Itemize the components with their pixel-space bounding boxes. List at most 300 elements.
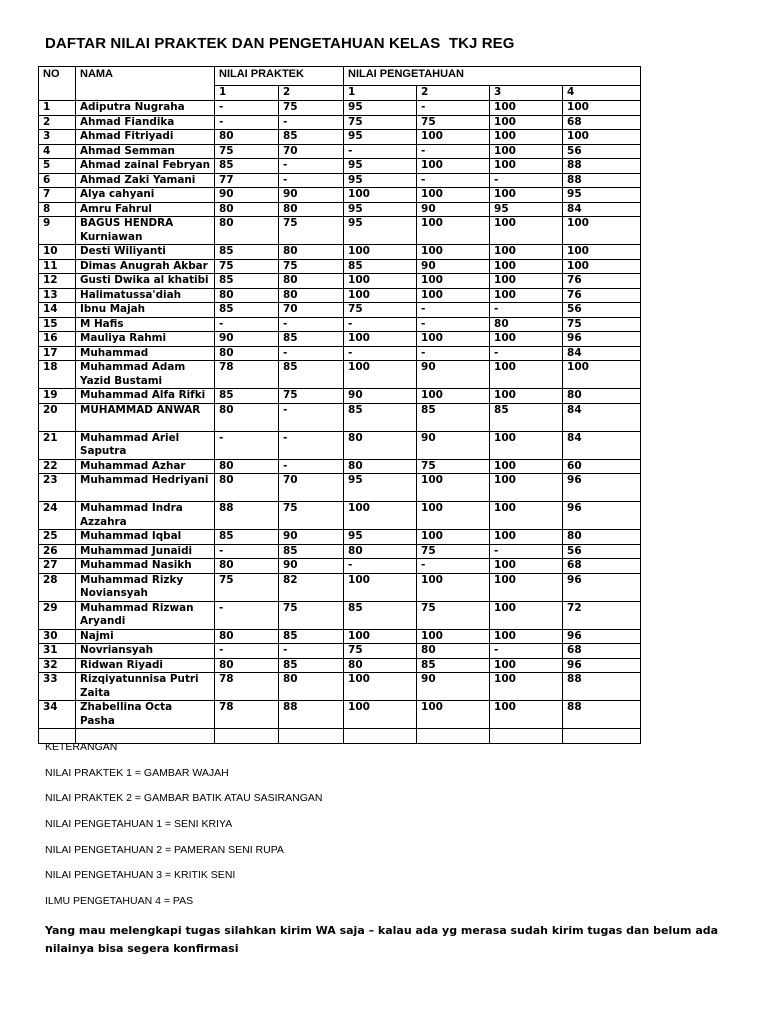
cell-no: 24 (39, 502, 76, 530)
header-nilai-pengetahuan: NILAI PENGETAHUAN (344, 67, 641, 86)
table-row (39, 259, 641, 274)
cell-pengetahuan-4: 84 (563, 202, 641, 217)
cell-pengetahuan-4: 72 (563, 601, 641, 629)
cell-nama: Dimas Anugrah Akbar (76, 259, 215, 274)
notes-heading: KETERANGAN (45, 741, 118, 753)
cell-praktek-2: 85 (279, 130, 344, 145)
cell-nama: Ahmad zainal Febryan (76, 159, 215, 174)
cell-praktek-1: 80 (215, 130, 279, 145)
cell-praktek-1: 78 (215, 673, 279, 701)
cell-pengetahuan-3: 100 (490, 389, 563, 404)
cell-no: 22 (39, 459, 76, 474)
cell-pengetahuan-3: 100 (490, 530, 563, 545)
cell-pengetahuan-1: 95 (344, 202, 417, 217)
cell-pengetahuan-2: 100 (417, 474, 490, 502)
cell-pengetahuan-3: 100 (490, 101, 563, 116)
cell-nama: Adiputra Nugraha (76, 101, 215, 116)
cell-pengetahuan-2: 75 (417, 115, 490, 130)
cell-no: 32 (39, 658, 76, 673)
cell-nama: Muhammad Alfa Rifki (76, 389, 215, 404)
header-no-cont (39, 86, 76, 101)
cell-praktek-1: 80 (215, 474, 279, 502)
cell-no: 17 (39, 346, 76, 361)
cell-pengetahuan-4: 88 (563, 673, 641, 701)
cell-pengetahuan-3: 100 (490, 431, 563, 459)
cell-praktek-2: 70 (279, 303, 344, 318)
cell-no: 7 (39, 188, 76, 203)
cell-pengetahuan-2: 90 (417, 673, 490, 701)
cell-praktek-1: - (215, 317, 279, 332)
cell-pengetahuan-1: 75 (344, 303, 417, 318)
empty-cell (563, 729, 641, 744)
cell-pengetahuan-2: 100 (417, 530, 490, 545)
cell-pengetahuan-3: 100 (490, 130, 563, 145)
table-row (39, 361, 641, 389)
table-row (39, 159, 641, 174)
cell-nama: BAGUS HENDRA Kurniawan (76, 217, 215, 245)
cell-pengetahuan-2: 90 (417, 259, 490, 274)
cell-pengetahuan-1: 95 (344, 130, 417, 145)
cell-pengetahuan-3: - (490, 544, 563, 559)
header-no: NO (39, 67, 76, 86)
cell-pengetahuan-2: 100 (417, 573, 490, 601)
cell-praktek-1: 77 (215, 173, 279, 188)
cell-pengetahuan-4: 88 (563, 159, 641, 174)
cell-pengetahuan-3: 100 (490, 673, 563, 701)
table-row (39, 346, 641, 361)
cell-pengetahuan-4: 56 (563, 144, 641, 159)
cell-praktek-2: 80 (279, 274, 344, 289)
cell-nama: Desti Wiliyanti (76, 245, 215, 260)
table-row (39, 559, 641, 574)
cell-pengetahuan-1: 95 (344, 474, 417, 502)
table-row (39, 217, 641, 245)
cell-pengetahuan-2: 75 (417, 544, 490, 559)
cell-nama: Gusti Dwika al khatibi (76, 274, 215, 289)
cell-nama: Ridwan Riyadi (76, 658, 215, 673)
cell-nama: Muhammad Hedriyani (76, 474, 215, 502)
cell-pengetahuan-2: 100 (417, 159, 490, 174)
cell-pengetahuan-3: 100 (490, 159, 563, 174)
cell-nama: Novriansyah (76, 644, 215, 659)
cell-no: 10 (39, 245, 76, 260)
cell-no: 31 (39, 644, 76, 659)
cell-praktek-2: 75 (279, 217, 344, 245)
cell-no: 1 (39, 101, 76, 116)
cell-pengetahuan-3: 100 (490, 217, 563, 245)
table-row (39, 474, 641, 502)
cell-pengetahuan-4: 68 (563, 559, 641, 574)
cell-pengetahuan-4: 95 (563, 188, 641, 203)
cell-pengetahuan-4: 88 (563, 701, 641, 729)
cell-pengetahuan-1: 95 (344, 159, 417, 174)
cell-praktek-2: 85 (279, 658, 344, 673)
cell-pengetahuan-3: 100 (490, 332, 563, 347)
cell-praktek-1: 78 (215, 361, 279, 389)
cell-praktek-2: 90 (279, 188, 344, 203)
cell-pengetahuan-4: 84 (563, 431, 641, 459)
cell-pengetahuan-1: 100 (344, 361, 417, 389)
cell-pengetahuan-4: 96 (563, 332, 641, 347)
cell-pengetahuan-2: 85 (417, 658, 490, 673)
table-row (39, 701, 641, 729)
table-row (39, 601, 641, 629)
cell-praktek-2: 70 (279, 474, 344, 502)
cell-pengetahuan-2: - (417, 144, 490, 159)
cell-praktek-1: - (215, 101, 279, 116)
cell-praktek-1: 75 (215, 144, 279, 159)
cell-pengetahuan-4: 100 (563, 245, 641, 260)
footer-message: Yang mau melengkapi tugas silahkan kirim WA saja – kalau ada yg merasa sudah kirim tugas dan belum ada nilainya bisa segera konfirmasi (45, 924, 719, 955)
cell-praktek-1: 90 (215, 188, 279, 203)
cell-pengetahuan-4: 96 (563, 474, 641, 502)
cell-pengetahuan-2: 100 (417, 701, 490, 729)
header-nama-cont (76, 86, 215, 101)
cell-pengetahuan-2: 100 (417, 502, 490, 530)
cell-pengetahuan-4: 100 (563, 101, 641, 116)
cell-pengetahuan-2: 75 (417, 601, 490, 629)
empty-cell (490, 729, 563, 744)
cell-pengetahuan-3: 100 (490, 502, 563, 530)
cell-pengetahuan-4: 56 (563, 303, 641, 318)
cell-praktek-1: 85 (215, 530, 279, 545)
cell-praktek-1: 75 (215, 259, 279, 274)
page-title: DAFTAR NILAI PRAKTEK DAN PENGETAHUAN KELAS TKJ REG (45, 35, 515, 52)
cell-pengetahuan-2: 100 (417, 332, 490, 347)
table-row (39, 403, 641, 431)
cell-nama: Muhammad Rizwan Aryandi (76, 601, 215, 629)
cell-praktek-1: - (215, 431, 279, 459)
cell-pengetahuan-2: 75 (417, 459, 490, 474)
cell-praktek-2: - (279, 173, 344, 188)
subheader-praktek-2: 2 (279, 86, 344, 101)
cell-praktek-1: 80 (215, 559, 279, 574)
cell-no: 18 (39, 361, 76, 389)
cell-nama: MUHAMMAD ANWAR (76, 403, 215, 431)
cell-praktek-2: 70 (279, 144, 344, 159)
cell-praktek-2: - (279, 317, 344, 332)
cell-pengetahuan-4: 68 (563, 644, 641, 659)
cell-pengetahuan-3: 100 (490, 474, 563, 502)
cell-nama: Halimatussa'diah (76, 288, 215, 303)
cell-praktek-2: 85 (279, 629, 344, 644)
cell-pengetahuan-1: 100 (344, 188, 417, 203)
cell-pengetahuan-3: 100 (490, 361, 563, 389)
cell-nama: Amru Fahrul (76, 202, 215, 217)
table-row (39, 644, 641, 659)
cell-pengetahuan-4: 100 (563, 130, 641, 145)
cell-pengetahuan-2: - (417, 317, 490, 332)
cell-praktek-1: 85 (215, 159, 279, 174)
cell-praktek-1: 80 (215, 288, 279, 303)
cell-pengetahuan-1: 75 (344, 115, 417, 130)
cell-pengetahuan-1: - (344, 559, 417, 574)
cell-pengetahuan-2: 90 (417, 431, 490, 459)
cell-praktek-2: 90 (279, 530, 344, 545)
cell-praktek-2: - (279, 431, 344, 459)
cell-pengetahuan-2: 100 (417, 188, 490, 203)
cell-praktek-1: - (215, 601, 279, 629)
cell-pengetahuan-2: 90 (417, 202, 490, 217)
cell-nama: Alya cahyani (76, 188, 215, 203)
cell-pengetahuan-4: 76 (563, 288, 641, 303)
table-row (39, 629, 641, 644)
cell-no: 12 (39, 274, 76, 289)
cell-no: 30 (39, 629, 76, 644)
cell-praktek-1: 85 (215, 389, 279, 404)
cell-praktek-2: 75 (279, 601, 344, 629)
cell-praktek-1: 75 (215, 573, 279, 601)
cell-pengetahuan-1: 95 (344, 530, 417, 545)
cell-pengetahuan-4: 84 (563, 403, 641, 431)
cell-praktek-1: 80 (215, 202, 279, 217)
table-row (39, 274, 641, 289)
table-row (39, 431, 641, 459)
table-row (39, 530, 641, 545)
cell-praktek-2: 75 (279, 502, 344, 530)
cell-praktek-2: - (279, 403, 344, 431)
cell-no: 6 (39, 173, 76, 188)
cell-pengetahuan-1: 100 (344, 245, 417, 260)
cell-pengetahuan-4: 56 (563, 544, 641, 559)
cell-pengetahuan-4: 96 (563, 502, 641, 530)
cell-nama: Ahmad Zaki Yamani (76, 173, 215, 188)
table-row (39, 459, 641, 474)
cell-pengetahuan-2: 85 (417, 403, 490, 431)
cell-no: 8 (39, 202, 76, 217)
cell-no: 21 (39, 431, 76, 459)
cell-nama: Najmi (76, 629, 215, 644)
cell-pengetahuan-3: - (490, 303, 563, 318)
cell-pengetahuan-3: 100 (490, 459, 563, 474)
table-row (39, 303, 641, 318)
cell-pengetahuan-4: 100 (563, 361, 641, 389)
cell-praktek-1: 80 (215, 403, 279, 431)
table-row (39, 673, 641, 701)
table-row (39, 188, 641, 203)
table-row (39, 317, 641, 332)
cell-pengetahuan-2: 100 (417, 629, 490, 644)
cell-nama: M Hafis (76, 317, 215, 332)
cell-pengetahuan-1: 85 (344, 601, 417, 629)
cell-praktek-1: 80 (215, 658, 279, 673)
cell-nama: Muhammad Indra Azzahra (76, 502, 215, 530)
cell-pengetahuan-3: 100 (490, 188, 563, 203)
cell-pengetahuan-2: 90 (417, 361, 490, 389)
table-row (39, 502, 641, 530)
cell-pengetahuan-3: 100 (490, 274, 563, 289)
cell-pengetahuan-3: 100 (490, 259, 563, 274)
cell-praktek-2: 85 (279, 332, 344, 347)
cell-pengetahuan-1: - (344, 346, 417, 361)
cell-praktek-2: - (279, 346, 344, 361)
cell-praktek-2: 80 (279, 245, 344, 260)
cell-pengetahuan-2: - (417, 559, 490, 574)
cell-pengetahuan-1: 80 (344, 544, 417, 559)
cell-no: 19 (39, 389, 76, 404)
cell-pengetahuan-2: - (417, 173, 490, 188)
table-row (39, 144, 641, 159)
cell-nama: Ahmad Semman (76, 144, 215, 159)
table-row (39, 101, 641, 116)
header-nilai-praktek: NILAI PRAKTEK (215, 67, 344, 86)
cell-praktek-1: - (215, 544, 279, 559)
cell-pengetahuan-2: 100 (417, 288, 490, 303)
cell-pengetahuan-4: 100 (563, 259, 641, 274)
cell-no: 2 (39, 115, 76, 130)
cell-pengetahuan-2: - (417, 346, 490, 361)
cell-nama: Ahmad Fiandika (76, 115, 215, 130)
cell-pengetahuan-4: 96 (563, 629, 641, 644)
cell-pengetahuan-3: - (490, 173, 563, 188)
cell-pengetahuan-1: 100 (344, 573, 417, 601)
cell-praktek-1: 78 (215, 701, 279, 729)
cell-praktek-2: 85 (279, 544, 344, 559)
cell-pengetahuan-1: 80 (344, 658, 417, 673)
cell-pengetahuan-1: 95 (344, 173, 417, 188)
subheader-pengetahuan-4: 4 (563, 86, 641, 101)
subheader-pengetahuan-1: 1 (344, 86, 417, 101)
note-line: NILAI PENGETAHUAN 2 = PAMERAN SENI RUPA (45, 844, 284, 856)
cell-no: 11 (39, 259, 76, 274)
cell-praktek-1: - (215, 644, 279, 659)
cell-no: 4 (39, 144, 76, 159)
cell-pengetahuan-4: 88 (563, 173, 641, 188)
cell-pengetahuan-1: 100 (344, 274, 417, 289)
cell-pengetahuan-4: 84 (563, 346, 641, 361)
table-row (39, 389, 641, 404)
cell-nama: Ahmad Fitriyadi (76, 130, 215, 145)
cell-pengetahuan-1: 100 (344, 629, 417, 644)
cell-pengetahuan-1: 100 (344, 288, 417, 303)
cell-pengetahuan-3: 95 (490, 202, 563, 217)
cell-pengetahuan-2: 100 (417, 274, 490, 289)
cell-pengetahuan-1: 85 (344, 259, 417, 274)
cell-no: 13 (39, 288, 76, 303)
cell-nama: Muhammad Rizky Noviansyah (76, 573, 215, 601)
note-line: NILAI PRAKTEK 1 = GAMBAR WAJAH (45, 767, 229, 779)
cell-pengetahuan-3: 100 (490, 629, 563, 644)
cell-pengetahuan-4: 96 (563, 658, 641, 673)
cell-no: 25 (39, 530, 76, 545)
cell-praktek-1: 90 (215, 332, 279, 347)
cell-praktek-2: 88 (279, 701, 344, 729)
cell-no: 3 (39, 130, 76, 145)
cell-pengetahuan-3: - (490, 346, 563, 361)
cell-no: 20 (39, 403, 76, 431)
cell-pengetahuan-3: 100 (490, 658, 563, 673)
cell-praktek-2: 80 (279, 288, 344, 303)
note-line: NILAI PENGETAHUAN 3 = KRITIK SENI (45, 869, 236, 881)
cell-nama: Zhabellina Octa Pasha (76, 701, 215, 729)
header-nama: NAMA (76, 67, 215, 86)
cell-pengetahuan-3: 100 (490, 144, 563, 159)
cell-praktek-2: 75 (279, 389, 344, 404)
cell-pengetahuan-1: 100 (344, 673, 417, 701)
cell-praktek-1: 85 (215, 274, 279, 289)
table-row (39, 130, 641, 145)
cell-no: 5 (39, 159, 76, 174)
cell-pengetahuan-2: 80 (417, 644, 490, 659)
cell-nama: Muhammad Iqbal (76, 530, 215, 545)
cell-nama: Muhammad Nasikh (76, 559, 215, 574)
cell-praktek-2: - (279, 459, 344, 474)
table-row (39, 115, 641, 130)
cell-nama: Muhammad Ariel Saputra (76, 431, 215, 459)
cell-praktek-2: - (279, 644, 344, 659)
table-row (39, 202, 641, 217)
cell-pengetahuan-3: 85 (490, 403, 563, 431)
cell-no: 15 (39, 317, 76, 332)
subheader-pengetahuan-2: 2 (417, 86, 490, 101)
note-line: NILAI PENGETAHUAN 1 = SENI KRIYA (45, 818, 233, 830)
cell-pengetahuan-2: 100 (417, 245, 490, 260)
empty-cell (215, 729, 279, 744)
cell-no: 23 (39, 474, 76, 502)
cell-pengetahuan-1: 90 (344, 389, 417, 404)
grades-table (38, 66, 641, 744)
cell-pengetahuan-1: 100 (344, 332, 417, 347)
cell-nama: Muhammad (76, 346, 215, 361)
cell-no: 34 (39, 701, 76, 729)
cell-pengetahuan-2: - (417, 303, 490, 318)
cell-praktek-1: 80 (215, 459, 279, 474)
cell-pengetahuan-2: 100 (417, 130, 490, 145)
cell-pengetahuan-2: 100 (417, 217, 490, 245)
cell-pengetahuan-3: 100 (490, 245, 563, 260)
cell-no: 33 (39, 673, 76, 701)
cell-praktek-2: 80 (279, 673, 344, 701)
cell-pengetahuan-3: 100 (490, 115, 563, 130)
cell-no: 9 (39, 217, 76, 245)
cell-pengetahuan-4: 80 (563, 389, 641, 404)
cell-pengetahuan-3: 100 (490, 559, 563, 574)
cell-praktek-2: - (279, 115, 344, 130)
cell-pengetahuan-3: 100 (490, 288, 563, 303)
cell-praktek-1: 85 (215, 245, 279, 260)
cell-nama: Muhammad Junaidi (76, 544, 215, 559)
table-row (39, 288, 641, 303)
cell-no: 16 (39, 332, 76, 347)
cell-pengetahuan-4: 75 (563, 317, 641, 332)
cell-praktek-2: - (279, 159, 344, 174)
cell-praktek-2: 82 (279, 573, 344, 601)
cell-pengetahuan-1: 95 (344, 217, 417, 245)
table-row (39, 245, 641, 260)
cell-no: 28 (39, 573, 76, 601)
cell-pengetahuan-1: 80 (344, 459, 417, 474)
cell-pengetahuan-1: - (344, 317, 417, 332)
cell-pengetahuan-4: 68 (563, 115, 641, 130)
cell-pengetahuan-1: 75 (344, 644, 417, 659)
cell-praktek-2: 75 (279, 259, 344, 274)
table-row (39, 332, 641, 347)
cell-nama: Mauliya Rahmi (76, 332, 215, 347)
cell-praktek-2: 80 (279, 202, 344, 217)
cell-no: 14 (39, 303, 76, 318)
note-line: NILAI PRAKTEK 2 = GAMBAR BATIK ATAU SASIRANGAN (45, 792, 323, 804)
table-row (39, 658, 641, 673)
cell-pengetahuan-1: 100 (344, 502, 417, 530)
cell-pengetahuan-2: - (417, 101, 490, 116)
cell-nama: Rizqiyatunnisa Putri Zaita (76, 673, 215, 701)
cell-praktek-2: 75 (279, 101, 344, 116)
cell-praktek-1: - (215, 115, 279, 130)
cell-no: 26 (39, 544, 76, 559)
cell-pengetahuan-3: 100 (490, 701, 563, 729)
cell-pengetahuan-3: 100 (490, 573, 563, 601)
cell-pengetahuan-3: - (490, 644, 563, 659)
